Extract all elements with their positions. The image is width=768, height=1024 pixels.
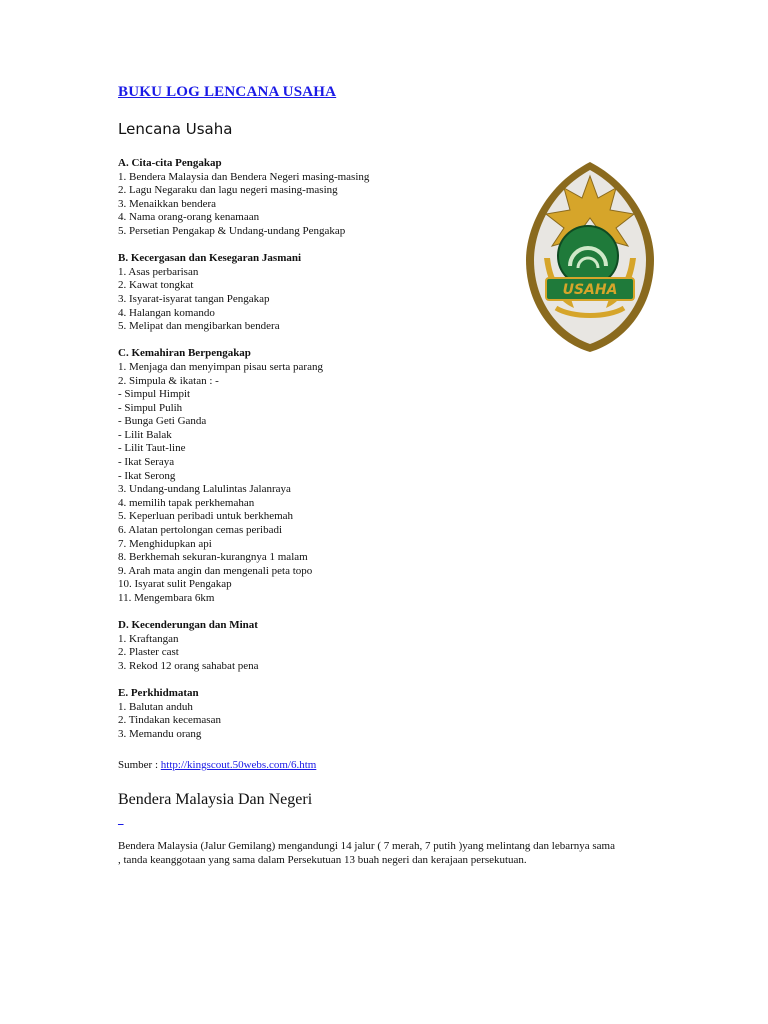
requirement-item: 2. Plaster cast <box>118 646 179 659</box>
usaha-badge-emblem <box>524 158 656 354</box>
requirement-item: 2. Lagu Negaraku dan lagu negeri masing-masing <box>118 184 338 197</box>
requirement-item: 8. Berkhemah sekuran-kurangnya 1 malam <box>118 551 308 564</box>
requirement-item: 6. Alatan pertolongan cemas peribadi <box>118 524 283 537</box>
requirement-item: 5. Persetian Pengakap & Undang-undang Pengakap <box>118 224 346 237</box>
requirement-item: 1. Asas perbarisan <box>118 265 199 278</box>
requirement-item: 3. Isyarat-isyarat tangan Pengakap <box>118 292 270 305</box>
paragraph-line-2: , tanda keanggotaan yang sama dalam Persekutuan 13 buah negeri dan kerajaan persekutuan. <box>118 853 527 866</box>
requirement-item: 3. Undang-undang Lalulintas Jalanraya <box>118 483 291 496</box>
requirement-item: 4. memilih tapak perkhemahan <box>118 496 255 509</box>
requirement-section <box>118 619 538 673</box>
requirement-item: 9. Arah mata angin dan mengenali peta topo <box>118 564 313 577</box>
flag-section-heading: Bendera Malaysia Dan Negeri <box>118 791 313 808</box>
section-title: Lencana Usaha <box>118 120 233 138</box>
requirement-item: 11. Mengembara 6km <box>118 592 215 604</box>
requirement-item: 2. Kawat tongkat <box>118 279 194 292</box>
requirement-section <box>118 687 538 741</box>
requirement-item: - Ikat Seraya <box>118 456 175 469</box>
requirement-item: 3. Menaikkan bendera <box>118 197 217 210</box>
requirement-item: 10. Isyarat sulit Pengakap <box>118 578 232 591</box>
source-label: Sumber : <box>118 759 161 771</box>
section-heading: D. Kecenderungan dan Minat <box>118 619 258 632</box>
section-heading: B. Kecergasan dan Kesegaran Jasmani <box>118 252 302 265</box>
requirement-item: 3. Memandu orang <box>118 727 202 740</box>
requirement-item: 1. Kraftangan <box>118 632 179 645</box>
badge-requirements <box>118 157 538 755</box>
requirement-item: - Simpul Himpit <box>118 388 191 401</box>
requirement-item: - Bunga Geti Ganda <box>118 415 207 428</box>
requirement-item: 4. Halangan komando <box>118 306 215 319</box>
requirement-item: - Ikat Serong <box>118 469 176 482</box>
requirement-section <box>118 347 538 605</box>
requirement-item: 7. Menghidupkan api <box>118 537 212 550</box>
flag-paragraph <box>118 840 658 867</box>
requirement-section <box>118 157 538 239</box>
requirement-item: 1. Menjaga dan menyimpan pisau serta parang <box>118 360 323 373</box>
requirement-item: 2. Tindakan kecemasan <box>118 714 221 727</box>
requirement-item: 5. Keperluan peribadi untuk berkhemah <box>118 510 294 523</box>
requirement-item: - Lilit Taut-line <box>118 442 186 455</box>
section-heading: A. Cita-cita Pengakap <box>118 157 222 169</box>
requirement-item: 3. Rekod 12 orang sahabat pena <box>118 659 259 672</box>
requirement-item: 4. Nama orang-orang kenamaan <box>118 211 260 224</box>
badge-banner-text: USAHA <box>562 282 618 298</box>
requirement-item: - Simpul Pulih <box>118 401 183 414</box>
requirement-item: - Lilit Balak <box>118 428 172 441</box>
source-line <box>118 759 316 771</box>
anchor-link[interactable]: _ <box>118 814 124 826</box>
requirement-item: 1. Balutan anduh <box>118 700 193 713</box>
section-heading: E. Perkhidmatan <box>118 687 199 700</box>
requirement-item: 1. Bendera Malaysia dan Bendera Negeri masing-masing <box>118 170 370 183</box>
requirement-item: 5. Melipat dan mengibarkan bendera <box>118 320 280 333</box>
requirement-item: 2. Simpula & ikatan : - <box>118 374 219 387</box>
section-heading: C. Kemahiran Berpengakap <box>118 347 251 360</box>
page-title: BUKU LOG LENCANA USAHA <box>118 84 337 100</box>
source-link[interactable]: http://kingscout.50webs.com/6.htm <box>160 759 317 771</box>
paragraph-line-1: Bendera Malaysia (Jalur Gemilang) mengandungi 14 jalur ( 7 merah, 7 putih )yang melintang dan lebarnya sama <box>118 840 615 852</box>
requirement-section <box>118 252 538 334</box>
